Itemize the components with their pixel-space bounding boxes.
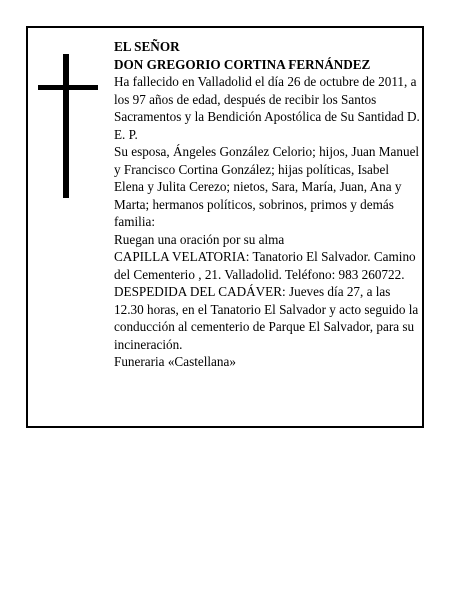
deceased-name: DON GREGORIO CORTINA FERNÁNDEZ (114, 56, 371, 72)
cross-horizontal-bar (38, 85, 98, 90)
heading-title: EL SEÑOR (114, 39, 180, 54)
funeral-home: Funeraria «Castellana» (114, 354, 236, 369)
obituary-text (114, 38, 420, 371)
farewell-info: DESPEDIDA DEL CADÁVER: Jueves día 27, a las 12.30 horas, en el Tanatorio El Salvador y acto seguido la conducción al cementerio de Parque El Salvador, para su incineración. (114, 284, 419, 352)
death-announcement: Ha fallecido en Valladolid el día 26 de octubre de 2011, a los 97 años de edad, después de recibir los Santos Sacramentos y la Bendición Apostólica de Su Santidad D. E. P. (114, 74, 420, 142)
family-list: Su esposa, Ángeles González Celorio; hijos, Juan Manuel y Francisco Cortina González; hijas políticas, Isabel Elena y Julita Cerezo; nietos, Sara, María, Juan, Ana y Marta; hermanos políticos, sobrinos, primos y demás familia: (114, 144, 420, 229)
chapel-info: CAPILLA VELATORIA: Tanatorio El Salvador. Camino del Cementerio , 21. Valladolid. Teléfono: 983 260722. (114, 249, 416, 282)
cross-vertical-bar (63, 54, 69, 198)
cross-icon (38, 54, 98, 198)
prayer-request: Ruegan una oración por su alma (114, 231, 285, 247)
